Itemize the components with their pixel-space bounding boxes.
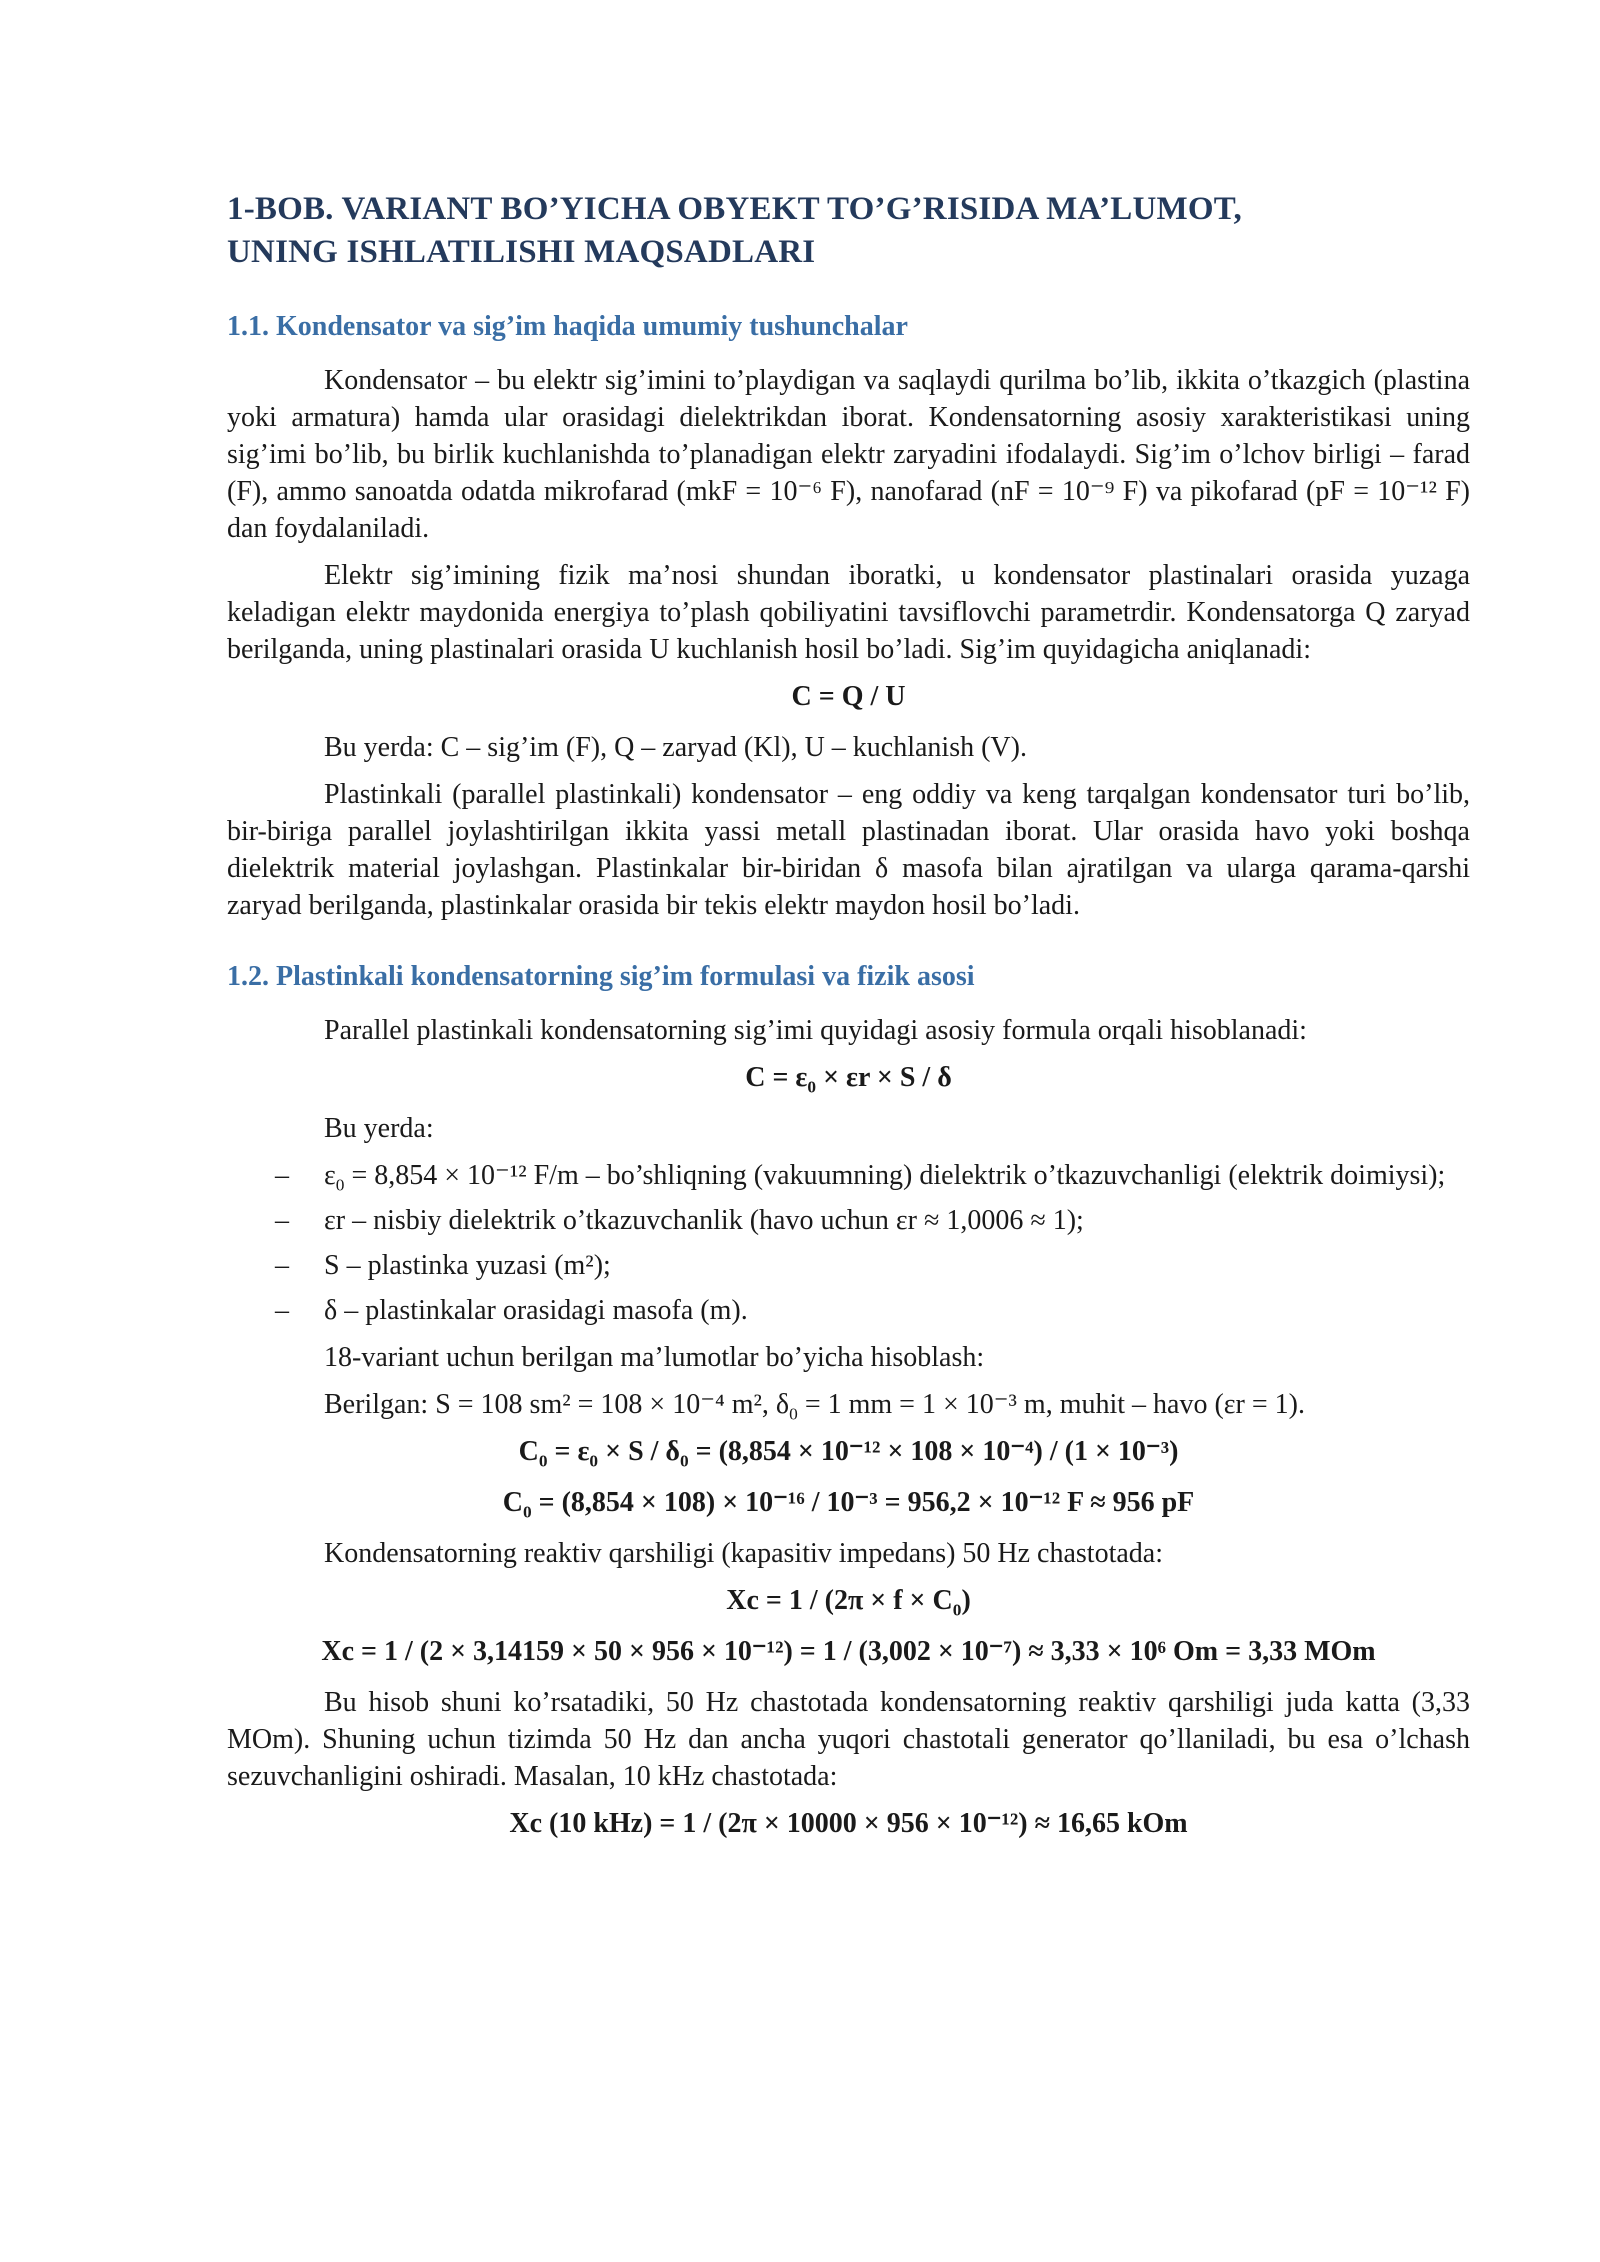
chapter-title-line1: 1-BOB. VARIANT BO’YICHA OBYEKT TO’G’RISIDA MA’LUMOT, <box>227 191 1242 227</box>
paragraph-4: Plastinkali (parallel plastinkali) kondensator – eng oddiy va keng tarqalgan kondensator turi bo’lib, bir-biriga parallel joylashtirilgan ikkita yassi metall plastinadan iborat. Ular orasida havo yoki boshqa dielektrik material joylashgan. Plastinkalar bir-biridan δ masofa bilan ajratilgan va ularga qarama-qarshi zaryad berilganda, plastinkalar orasida bir tekis elektr maydon hosil bo’ladi. <box>227 779 1470 921</box>
chapter-title <box>227 188 1470 274</box>
paragraph-7: 18-variant uchun berilgan ma’lumotlar bo’yicha hisoblash: <box>324 1342 985 1373</box>
paragraph-1: Kondensator – bu elektr sig’imini to’playdigan va saqlaydi qurilma bo’lib, ikkita o’tkazgich (plastina yoki armatura) hamda ular orasidagi dielektrikdan iborat. Kondensatorning asosiy xarakteristikasi uning sig’imi bo’lib, bu birlik kuchlanishda to’planadigan elektr zaryadini ifodalaydi. Sig’im o’lchov birligi – farad (F), ammo sanoatda odatda mikrofarad (mkF = 10⁻⁶ F), nanofarad (nF = 10⁻⁹ F) va pikofarad (pF = 10⁻¹² F) dan foydalaniladi. <box>227 365 1470 544</box>
formula-reactance-10khz: Xc (10 kHz) = 1 / (2π × 10000 × 956 × 10⁻¹²) ≈ 16,65 kOm <box>509 1808 1188 1839</box>
definitions-list <box>227 1157 1470 1329</box>
formula-plate-capacitance: $C = \varepsilon_0 \times \varepsilon r \times S / \delta$ <box>745 1062 952 1097</box>
paragraph-3: Bu yerda: C – sig’im (F), Q – zaryad (Kl), U – kuchlanish (V). <box>324 732 1027 763</box>
list-item: – $\varepsilon_0 = 8,854 \times 10^{-12}$ F/m – bo’shliqning (vakuumning) dielektrik o’tkazuvchanligi (elektrik doimiysi); <box>275 1160 1446 1195</box>
formula-c0-result: $C_0 = (8,854 \times 108) \times 10^{-16} / 10^{-3} = 956,2 \times 10^{-12}$ F ≈ 956 pF <box>502 1487 1195 1522</box>
paragraph-6: Bu yerda: <box>324 1113 434 1144</box>
paragraph-8: Berilgan: S = 108 sm² = 108 × 10⁻⁴ m², $\delta_0 = 1$ mm = 1 × 10⁻³ m, muhit – havo (εr = 1). <box>324 1389 1305 1424</box>
formula-c0-substitution: $C_0 = \varepsilon_0 \times S / \delta_0 = (8,854 \times 10^{-12} \times 108 \times 10^{-4}) / (1 \times 10^{-3})$ <box>518 1436 1179 1471</box>
formula-reactance: $Xc = 1 / (2\pi \times f \times C_0)$ <box>726 1585 971 1620</box>
formula-reactance-50hz: Xc = 1 / (2 × 3,14159 × 50 × 956 × 10⁻¹²) = 1 / (3,002 × 10⁻⁷) ≈ 3,33 × 10⁶ Om = 3,33 MOm <box>321 1636 1376 1667</box>
paragraph-5: Parallel plastinkali kondensatorning sig’imi quyidagi asosiy formula orqali hisoblanadi: <box>324 1015 1307 1046</box>
section-1-title: 1.1. Kondensator va sig’im haqida umumiy tushunchalar <box>227 311 908 342</box>
list-item: – εr – nisbiy dielektrik o’tkazuvchanlik (havo uchun εr ≈ 1,0006 ≈ 1); <box>275 1205 1084 1236</box>
document-page <box>227 188 1470 1856</box>
list-item: – S – plastinka yuzasi (m²); <box>275 1250 611 1281</box>
chapter-title-line2: UNING ISHLATILISHI MAQSADLARI <box>227 234 816 270</box>
section-2-title: 1.2. Plastinkali kondensatorning sig’im formulasi va fizik asosi <box>227 961 975 992</box>
list-item: – δ – plastinkalar orasidagi masofa (m). <box>275 1295 748 1326</box>
paragraph-10: Bu hisob shuni ko’rsatadiki, 50 Hz chastotada kondensatorning reaktiv qarshiligi juda katta (3,33 MOm). Shuning uchun tizimda 50 Hz dan ancha yuqori chastotali generator qo’llaniladi, bu esa o’lchash sezuvchanligini oshiradi. Masalan, 10 kHz chastotada: <box>227 1687 1470 1792</box>
paragraph-9: Kondensatorning reaktiv qarshiligi (kapasitiv impedans) 50 Hz chastotada: <box>324 1538 1164 1569</box>
paragraph-2: Elektr sig’imining fizik ma’nosi shundan iboratki, u kondensator plastinalari orasida yuzaga keladigan elektr maydonida energiya to’plash qobiliyatini tavsiflovchi parametrdir. Kondensatorga Q zaryad berilganda, uning plastinalari orasida U kuchlanish hosil bo’ladi. Sig’im quyidagicha aniqlanadi: <box>227 560 1470 665</box>
formula-capacitance-definition: C = Q / U <box>791 681 906 712</box>
